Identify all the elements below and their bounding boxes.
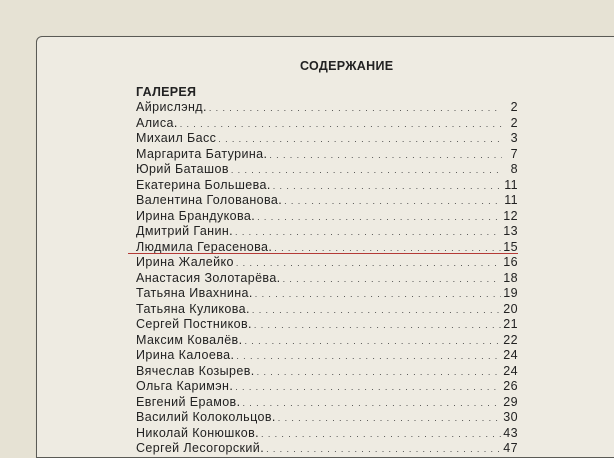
toc-entry-name: Алиса. bbox=[136, 115, 178, 130]
dot-leader bbox=[261, 427, 501, 443]
toc-entry bbox=[136, 224, 518, 240]
toc-entry-name: Ирина Калоева. bbox=[136, 348, 235, 362]
toc-entry bbox=[136, 441, 518, 457]
toc-entry bbox=[136, 410, 518, 426]
toc-entry-name: Евгений Ерамов. bbox=[136, 394, 241, 409]
toc-entry-page: 30 bbox=[503, 410, 518, 424]
dot-leader bbox=[273, 179, 502, 195]
toc-entry-name: Екатерина Большева. bbox=[136, 177, 271, 192]
toc-entry-page: 15 bbox=[503, 239, 518, 254]
toc-entry-name: Людмила Герасенова. bbox=[136, 239, 273, 254]
toc-entry-page: 2 bbox=[510, 100, 518, 114]
toc-entry-name: Сергей Постников. bbox=[136, 317, 252, 331]
toc-entry bbox=[136, 395, 518, 411]
dot-leader bbox=[209, 101, 502, 117]
toc-entry-page: 24 bbox=[503, 348, 518, 362]
toc-entry-name: Айрислэнд. bbox=[136, 100, 207, 114]
toc-entry-name: Николай Конюшков. bbox=[136, 425, 260, 440]
toc-entry-page: 2 bbox=[510, 115, 518, 130]
dot-leader bbox=[236, 256, 501, 272]
toc-entry-name: Татьяна Ивахнина. bbox=[136, 286, 253, 300]
toc-entry bbox=[136, 302, 518, 318]
dot-leader bbox=[255, 287, 501, 303]
dot-leader bbox=[242, 396, 501, 412]
toc-entry-page: 21 bbox=[503, 317, 518, 331]
toc-entry-name: Татьяна Куликова. bbox=[136, 301, 250, 316]
dot-leader bbox=[254, 318, 501, 334]
dot-leader bbox=[252, 303, 501, 319]
toc-entry bbox=[136, 317, 518, 333]
dot-leader bbox=[284, 194, 502, 210]
toc-entry-page: 43 bbox=[503, 425, 518, 440]
dot-leader bbox=[257, 365, 502, 381]
toc-entry bbox=[136, 426, 518, 442]
toc-entry-page: 8 bbox=[510, 162, 518, 176]
toc-entry-name: Юрий Баташов bbox=[136, 162, 229, 176]
toc-entry-page: 3 bbox=[510, 131, 518, 145]
toc-entry-page: 24 bbox=[503, 363, 518, 378]
toc-entry-name: Ольга Каримэн. bbox=[136, 379, 234, 393]
toc-entry-page: 22 bbox=[503, 332, 518, 347]
toc-entry bbox=[136, 116, 518, 132]
toc-entry-name: Анастасия Золотарёва. bbox=[136, 270, 281, 285]
toc-entry bbox=[136, 333, 518, 349]
dot-leader bbox=[235, 380, 501, 396]
toc-entry-name: Валентина Голованова. bbox=[136, 193, 283, 207]
toc-entry-page: 20 bbox=[503, 301, 518, 316]
dot-leader bbox=[231, 163, 502, 179]
toc-entry bbox=[136, 379, 518, 395]
toc-entry-name: Маргарита Батурина. bbox=[136, 146, 268, 161]
dot-leader bbox=[235, 225, 501, 241]
toc-entry-page: 19 bbox=[503, 286, 518, 300]
toc-entry-page: 26 bbox=[503, 379, 518, 393]
toc-entry bbox=[136, 348, 518, 364]
toc-entry bbox=[136, 364, 518, 380]
dot-leader bbox=[269, 148, 502, 164]
toc-entry-page: 12 bbox=[503, 208, 518, 223]
toc-entry bbox=[136, 100, 518, 116]
toc-entry-name: Ирина Брандукова. bbox=[136, 208, 256, 223]
toc-entry bbox=[136, 193, 518, 209]
toc-entry bbox=[136, 271, 518, 287]
toc-entry-page: 7 bbox=[510, 146, 518, 161]
toc-entry bbox=[136, 255, 518, 271]
toc-entry bbox=[136, 178, 518, 194]
toc-entry bbox=[136, 286, 518, 302]
toc-entry-page: 13 bbox=[503, 224, 518, 238]
toc-entry bbox=[136, 209, 518, 225]
dot-leader bbox=[266, 442, 501, 458]
toc-entry-name: Ирина Жалейко bbox=[136, 255, 234, 269]
toc-entry bbox=[136, 147, 518, 163]
toc-entry-name: Дмитрий Ганин. bbox=[136, 224, 234, 238]
toc-entry-name: Сергей Лесогорский. bbox=[136, 441, 265, 455]
dot-leader bbox=[236, 349, 501, 365]
page-title: СОДЕРЖАНИЕ bbox=[300, 59, 394, 73]
toc-entry-page: 11 bbox=[504, 193, 518, 207]
toc-entry-name: Вячеслав Козырев. bbox=[136, 363, 255, 378]
toc-entry-page: 47 bbox=[503, 441, 518, 455]
toc-entry-page: 16 bbox=[503, 255, 518, 269]
toc-entry bbox=[136, 131, 518, 147]
dot-leader bbox=[257, 210, 501, 226]
dot-leader bbox=[218, 132, 502, 148]
dot-leader bbox=[244, 334, 501, 350]
table-of-contents bbox=[136, 100, 518, 457]
section-heading: ГАЛЕРЕЯ bbox=[136, 85, 197, 99]
toc-entry-page: 18 bbox=[503, 270, 518, 285]
dot-leader bbox=[278, 411, 502, 427]
dot-leader bbox=[283, 272, 502, 288]
dot-leader bbox=[180, 117, 502, 133]
toc-entry-name: Михаил Басс bbox=[136, 131, 217, 145]
toc-entry bbox=[136, 162, 518, 178]
toc-entry-name: Максим Ковалёв. bbox=[136, 332, 243, 347]
toc-entry-page: 29 bbox=[503, 394, 518, 409]
red-underline-mark bbox=[128, 253, 518, 254]
toc-entry-page: 11 bbox=[504, 177, 518, 192]
toc-entry-name: Василий Колокольцов. bbox=[136, 410, 276, 424]
